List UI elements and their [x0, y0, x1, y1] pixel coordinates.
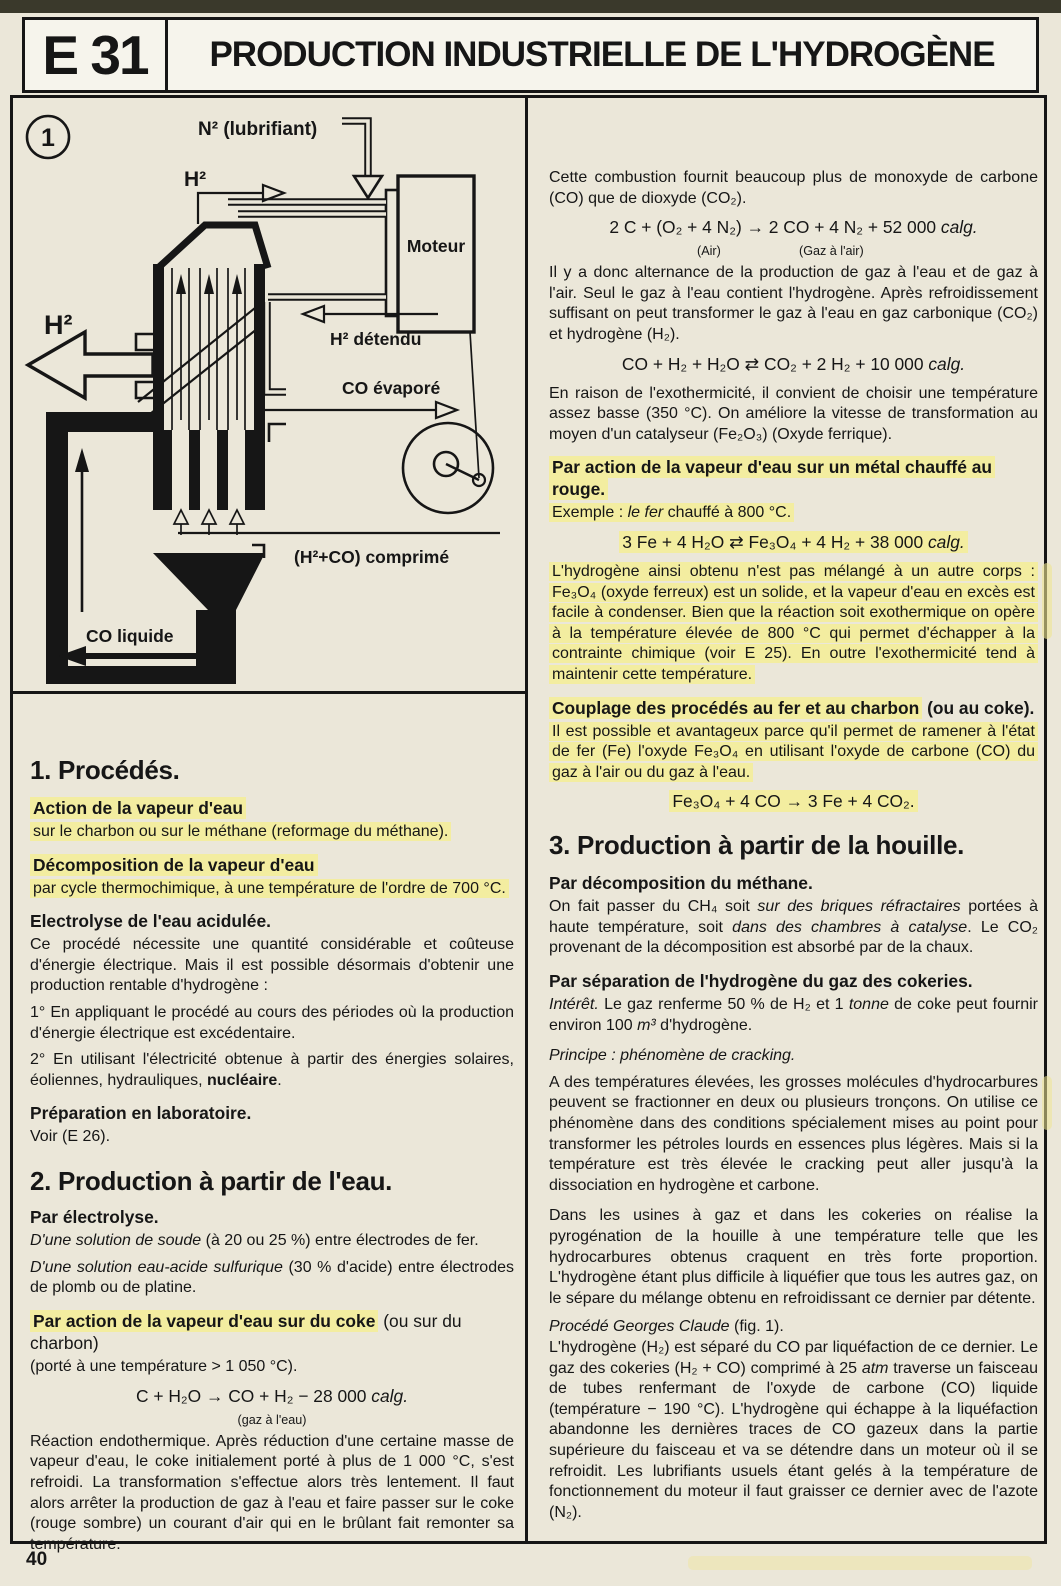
- tower-motor-pipes: [228, 202, 386, 297]
- page-title: [165, 17, 1039, 93]
- heading-action-vapeur: Action de la vapeur d'eau: [30, 797, 514, 819]
- para-decomposition: par cycle thermochimique, à une température de l'ordre de 700 °C.: [30, 879, 514, 900]
- page-title-text: PRODUCTION INDUSTRIELLE DE L'HYDROGÈNE: [209, 35, 995, 74]
- para-cracking: A des températures élevées, les grosses molécules d'hydrocarbures peuvent se fractionner en deux ou plusieurs tronçons. On utilise ce phénomène dans des conditions spécialement mises au point pour transformer les pétroles lourds en essences plus légères. Mais si la température est très élevée le cracking peut aller jusqu'à la dissociation en hydrogène et carbone.: [549, 1073, 1038, 1194]
- para-procede-claude: Procédé Georges Claude (fig. 1).: [549, 1318, 784, 1336]
- heading-decomposition: Décomposition de la vapeur d'eau: [30, 854, 514, 876]
- para-combustion: Cette combustion fournit beaucoup plus de monoxyde de carbone (CO) que de dioxyde (CO₂).: [549, 169, 1038, 207]
- para-couplage: Il est possible et avantageux parce qu'il permet de ramener à l'état de fer (Fe) l'oxyde Fe₃O₄ en utilisant l'oxyde de carbone (CO) du gaz à l'air ou du gaz à l'eau.: [549, 722, 1038, 784]
- equation-couplage: Fe₃O₄ + 4 CO → 3 Fe + 4 CO₂.: [549, 790, 1038, 812]
- motor-flange: [386, 190, 398, 316]
- label-h2-left: H²: [44, 310, 73, 340]
- para-item-2: 2° En utilisant l'électricité obtenue à partir des énergies solaires, éoliennes, hydrauliques, nucléaire.: [30, 1051, 514, 1089]
- right-column: [549, 168, 1038, 1529]
- para-liquefaction: L'hydrogène (H₂) est séparé du CO par liquéfaction de ce dernier. Le gaz des cokeries (H₂ + CO) comprimé à 25 atm traverse un faisceau de tubes renfermant de l'oxyde de carbone (CO) liquide (température − 190 °C). L'hydrogène qui échappe à la liquéfaction abandonne les dernières traces de CO gazeux dans la partie supérieure du faisceau et va se détendre dans un moteur où il se refroidit. Les lubrifiants usuels étant gelés à la température de fonctionnement du moteur il faut graisser ce dernier avec de l'azote (N₂).: [549, 1338, 1039, 1521]
- para-action-vapeur: sur le charbon ou sur le méthane (reformage du méthane).: [30, 822, 514, 843]
- label-n2-lubrifiant: N² (lubrifiant): [198, 119, 318, 140]
- label-h2-top: H²: [184, 168, 207, 191]
- lesson-code: [22, 17, 168, 93]
- para-voir-e26: Voir (E 26).: [30, 1128, 111, 1146]
- heading-production-houille: 3. Production à partir de la houille.: [549, 830, 965, 861]
- para-item-1: 1° En appliquant le procédé au cours des périodes où la production d'énergie électrique est excédentaire.: [30, 1003, 514, 1042]
- para-hydrogene-pur: L'hydrogène ainsi obtenu n'est pas mélangé à un autre corps : Fe₃O₄ (oxyde ferreux) est un solide, et la vapeur d'eau en excès est facile à condenser. Bien que la réaction soit exothermique on opère à la température élevée de 800 °C qui permet d'échapper à la contrainte chimique (voir E 25). En outre l'exothermicité tend à maintenir cette température.: [549, 562, 1038, 686]
- exchange-tower: [138, 225, 268, 510]
- right-arrow-icon: [436, 402, 457, 418]
- n2-pipe: [342, 121, 382, 198]
- lesson-code-text: E 31: [42, 24, 148, 86]
- para-methane: On fait passer du CH₄ soit sur des briques réfractaires portées à haute température, soit dans des chambres à catalyse. Le CO₂ provenant de la décomposition est absorbé par de la chaux.: [549, 898, 1039, 957]
- para-electrolyse-acidulee: Ce procédé nécessite une quantité considérable et coûteuse d'énergie électrique. Mais il est possible désormais d'obtenir une production rentable d'hydrogène :: [30, 936, 514, 995]
- figure-number: 1: [41, 124, 55, 152]
- equation-annotation-gaz: (Gaz à l'air): [799, 244, 864, 259]
- heading-electrolyse-acidulee: Electrolyse de l'eau acidulée.: [30, 911, 271, 932]
- para-solution-soude: D'une solution de soude (à 20 ou 25 %) entre électrodes de fer.: [30, 1231, 479, 1249]
- highlighter-smudge: [1042, 563, 1052, 639]
- crank-wheel: [403, 332, 493, 513]
- label-co-liquide: CO liquide: [86, 626, 174, 646]
- heading-separation-cokeries: Par séparation de l'hydrogène du gaz des cokeries.: [549, 971, 973, 992]
- h2-outlet-arrow-icon: [28, 332, 153, 398]
- heading-production-eau: 2. Production à partir de l'eau.: [30, 1165, 393, 1196]
- heading-procedes: 1. Procédés.: [30, 755, 180, 785]
- heading-par-electrolyse: Par électrolyse.: [30, 1206, 159, 1227]
- para-alternance: Il y a donc alternance de la production de gaz à l'eau et de gaz à l'air. Seul le gaz à l'eau contient l'hydrogène. Après refroidissement suffisant on peut transformer le gaz à l'eau en gaz carbonique (CO₂) et hydrogène (H₂).: [549, 264, 1038, 343]
- label-co-evapore: CO évaporé: [342, 378, 441, 398]
- figure-1-diagram: [10, 95, 527, 695]
- heading-metal-chauffe: Par action de la vapeur d'eau sur un métal chauffé au rouge.: [549, 456, 1038, 500]
- equation-gaz-a-air: 2 C + (O₂ + 4 N₂) → 2 CO + 4 N₂ + 52 000 calg. (Air) (Gaz à l'air): [549, 216, 1038, 253]
- para-solution-acide: D'une solution eau-acide sulfurique (30 % d'acide) entre électrodes de plomb ou de platine.: [30, 1258, 514, 1297]
- heading-preparation-labo: Préparation en laboratoire.: [30, 1103, 252, 1124]
- para-pyrogenation: Dans les usines à gaz et dans les cokeries on réalise la pyrogénation de la houille à une température telle que les hydrocarbures obtenus craquent en très forte proportion. L'hydrogène étant plus difficile à liquéfier que tous les autres gaz, on le sépare du mélange obtenu en refroidissant ce dernier par détente.: [549, 1207, 1038, 1307]
- para-reaction-endothermique: Réaction endothermique. Après réduction d'une certaine masse de vapeur d'eau, le coke initialement porté à plus de 1 000 °C, s'est refroidi. La transformation s'effectue alors très lentement. Il faut alors arrêter la production de gaz à l'eau et faire passer sur le coke (rouge sombre) un courant d'air qui en le brûlant fait remonter sa température.: [30, 1432, 514, 1553]
- equation-conversion: CO + H₂ + H₂O ⇄ CO₂ + 2 H₂ + 10 000 calg.: [621, 353, 966, 374]
- para-principe-cracking: Principe : phénomène de cracking.: [549, 1047, 796, 1065]
- highlighter-smudge: [688, 1556, 1032, 1570]
- heading-couplage: Couplage des procédés au fer et au charbon (ou au coke).: [549, 697, 1038, 719]
- para-exemple-fer: Exemple : le fer chauffé à 800 °C.: [549, 503, 1038, 524]
- scan-edge: [0, 0, 1061, 13]
- page-number: 40: [26, 1549, 48, 1570]
- para-interet: Intérêt. Le gaz renferme 50 % de H₂ et 1 tonne de coke peut fournir environ 100 m³ d'hydrogène.: [549, 996, 1038, 1034]
- equation-annotation-air: (Air): [697, 244, 721, 259]
- heading-decomposition-methane: Par décomposition du méthane.: [549, 873, 813, 894]
- label-h2co-comprime: (H²+CO) comprimé: [294, 547, 450, 567]
- up-arrow-icon: [75, 448, 89, 472]
- down-arrow-icon: [354, 176, 382, 198]
- left-column: [30, 755, 514, 1561]
- equation-annotation: (gaz à l'eau): [237, 1412, 307, 1427]
- highlighter-smudge: [1042, 1076, 1052, 1130]
- equation-gaz-a-eau: C + H₂O → CO + H₂ − 28 000 calg. (gaz à l'eau): [30, 1385, 514, 1422]
- label-h2-detendu: H² détendu: [330, 329, 422, 349]
- left-arrow-icon: [303, 306, 324, 322]
- para-exothermicite: En raison de l'exothermicité, il convient de choisir une température assez basse (350 °C). On améliore la vitesse de transformation au moyen d'un catalyseur (Fe₂O₃) (Oxyde ferrique).: [549, 384, 1038, 443]
- heading-vapeur-coke: Par action de la vapeur d'eau sur du coke (ou sur du charbon) (porté à une température > 1 050 °C).: [30, 1310, 462, 1375]
- equation-fer-vapeur: 3 Fe + 4 H₂O ⇄ Fe₃O₄ + 4 H₂ + 38 000 calg.: [549, 531, 1038, 553]
- co-evapore-arrow: [256, 402, 457, 442]
- label-moteur: Moteur: [406, 236, 466, 256]
